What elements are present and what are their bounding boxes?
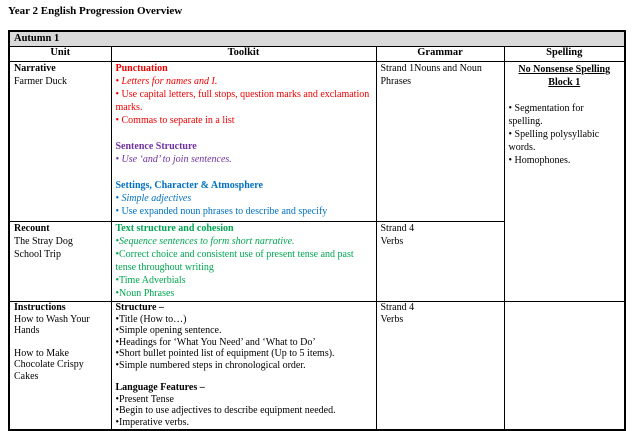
spelling-item: • Homophones. <box>509 154 621 167</box>
grammar-cell-instructions <box>376 302 504 431</box>
toolkit-item: • Simple adjectives <box>116 192 372 205</box>
toolkit-item: • Begin to use adjectives to describe equipment needed. <box>116 405 372 417</box>
page-title: Year 2 English Progression Overview <box>8 5 183 17</box>
column-header-row <box>9 47 625 62</box>
toolkit-item: • Imperative verbs. <box>116 417 372 429</box>
grammar-cell-narrative <box>376 62 504 222</box>
unit-title: Instructions <box>14 302 66 313</box>
blank-line <box>116 371 372 382</box>
toolkit-section-heading: Sentence Structure <box>115 141 197 152</box>
toolkit-item: • Title (How to…) <box>116 314 372 326</box>
unit-text: How to Wash Your Hands <box>14 313 90 336</box>
toolkit-cell-instructions <box>111 302 376 431</box>
toolkit-section-heading: Settings, Character & Atmosphere <box>115 180 263 191</box>
toolkit-section-heading: Punctuation <box>115 63 168 74</box>
spelling-item: • Segmentation for spelling. <box>509 102 621 128</box>
column-header-spelling: Spelling <box>504 47 625 62</box>
toolkit-cell-narrative <box>111 62 376 222</box>
toolkit-item: • Time Adverbials <box>116 274 372 287</box>
grammar-cell-recount <box>376 222 504 302</box>
toolkit-item: • Simple numbered steps in chronological order. <box>116 360 372 372</box>
toolkit-section-heading: Language Features – <box>115 382 205 393</box>
row-narrative <box>9 62 625 222</box>
unit-text: Farmer Duck <box>14 76 68 87</box>
column-header-toolkit: Toolkit <box>111 47 376 62</box>
toolkit-item: • Use expanded noun phrases to describe and specify <box>116 205 372 218</box>
toolkit-item: • Headings for ‘What You Need’ and ‘What to Do’ <box>116 337 372 349</box>
spelling-cell-autumn <box>504 62 625 302</box>
term-row <box>9 31 625 47</box>
unit-cell-recount <box>9 222 111 302</box>
toolkit-item: • Present Tense <box>116 394 372 406</box>
grammar-text: Strand 4 <box>380 223 415 234</box>
toolkit-item: • Commas to separate in a list <box>116 114 372 127</box>
blank-line <box>509 89 621 102</box>
toolkit-section-heading: Text structure and cohesion <box>115 223 234 234</box>
unit-cell-narrative <box>9 62 111 222</box>
term-header: Autumn 1 <box>9 31 625 47</box>
spelling-item: • Spelling polysyllabic words. <box>509 128 621 154</box>
blank-line <box>116 127 372 140</box>
toolkit-item: • Correct choice and consistent use of present tense and past tense throughout writing <box>116 248 372 274</box>
blank-line <box>116 166 372 179</box>
unit-text: How to Make Chocolate Crispy Cakes <box>14 347 84 382</box>
toolkit-item: • Letters for names and I. <box>116 75 372 88</box>
unit-text: The Stray Dog <box>14 236 73 247</box>
toolkit-section-heading: Structure – <box>115 302 164 313</box>
unit-title: Narrative <box>14 63 56 74</box>
grammar-text: Strand 1Nouns and Noun Phrases <box>380 63 482 87</box>
toolkit-item: • Short bullet pointed list of equipment (Up to 5 items). <box>116 348 372 360</box>
row-instructions <box>9 302 625 431</box>
unit-text: School Trip <box>14 249 61 260</box>
toolkit-item: • Noun Phrases <box>116 287 372 300</box>
spelling-cell-instructions-empty <box>504 302 625 431</box>
progression-table <box>8 30 626 431</box>
unit-cell-instructions <box>9 302 111 431</box>
column-header-unit: Unit <box>9 47 111 62</box>
blank-line <box>14 337 107 348</box>
unit-title: Recount <box>14 223 50 234</box>
toolkit-cell-recount <box>111 222 376 302</box>
grammar-text: Strand 4 <box>380 302 415 313</box>
column-header-grammar: Grammar <box>376 47 504 62</box>
spelling-heading: No Nonsense Spelling Block 1 <box>518 64 611 88</box>
toolkit-item: • Sequence sentences to form short narrative. <box>116 235 372 248</box>
toolkit-item: • Use ‘and’ to join sentences. <box>116 153 372 166</box>
grammar-text: Verbs <box>380 313 404 325</box>
toolkit-item: • Use capital letters, full stops, question marks and exclamation marks. <box>116 88 372 114</box>
toolkit-item: • Simple opening sentence. <box>116 325 372 337</box>
grammar-text: Verbs <box>380 236 404 247</box>
